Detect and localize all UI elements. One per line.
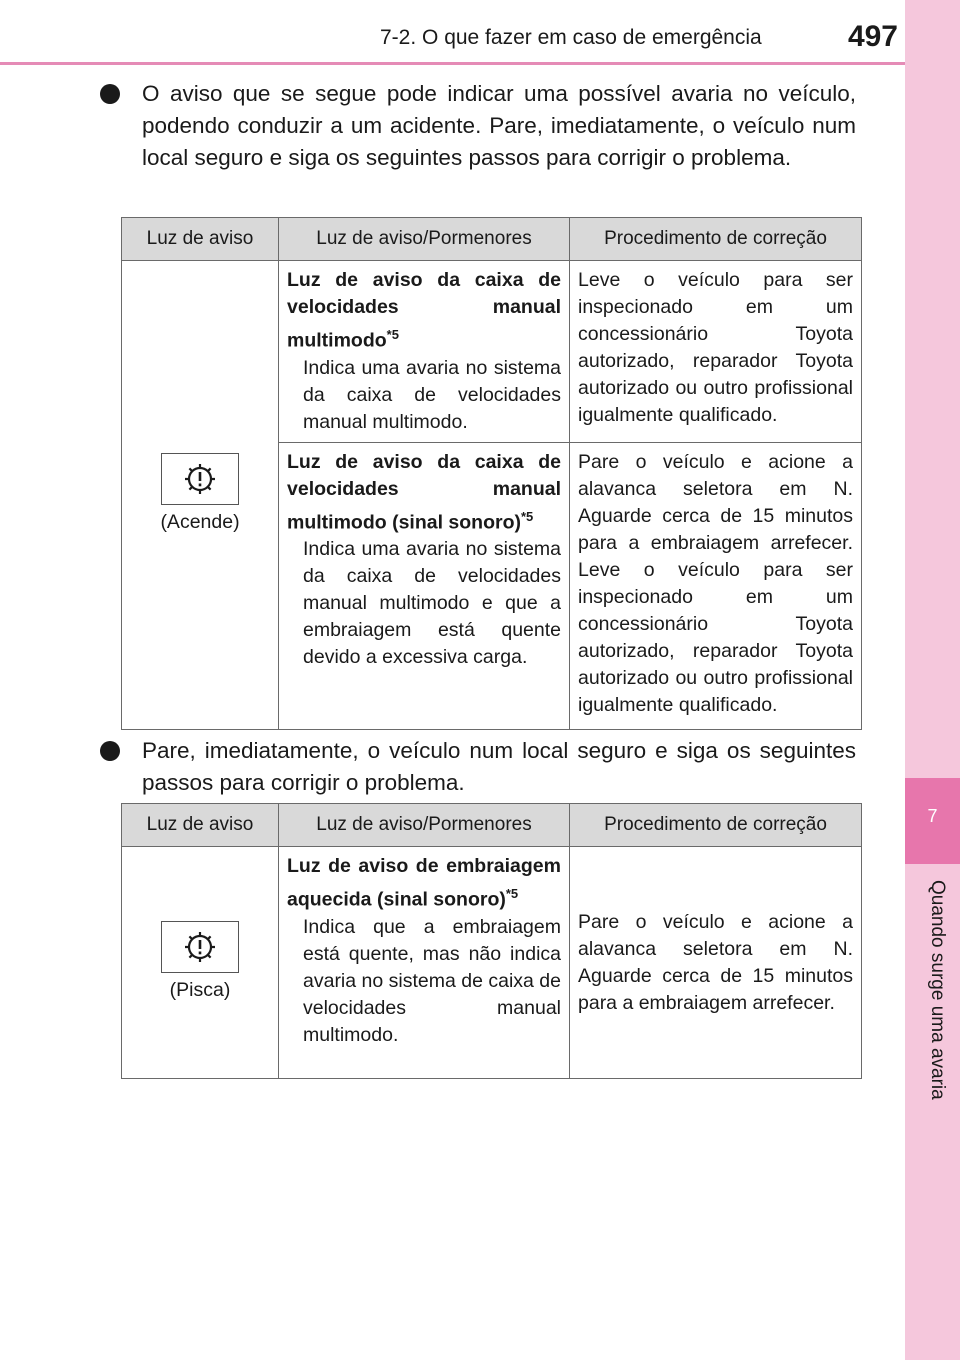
procedure-cell: Leve o veículo para ser inspecionado em um concessionário Toyota autorizado, reparador Toyota autorizado ou outro profissional igualmente qualificado.	[570, 261, 862, 443]
warning-description: Indica uma avaria no sistema da caixa de velocidades manual multimodo e que a embraiagem está quente devido a excessiva carga.	[303, 538, 561, 668]
table-row	[122, 847, 862, 1079]
table-row	[122, 261, 862, 443]
intro-paragraph-2	[100, 735, 856, 799]
intro-text-2: Pare, imediatamente, o veículo num local seguro e siga os seguintes passos para corrigir o problema.	[142, 738, 856, 795]
warning-title	[287, 449, 561, 537]
bullet-icon	[100, 741, 120, 761]
header-section-title: 7-2. O que fazer em caso de emergência	[380, 26, 762, 49]
light-state-label: (Pisca)	[169, 979, 231, 1001]
page-number: 497	[847, 20, 898, 53]
warning-table-1	[121, 217, 862, 730]
header-details: Luz de aviso/Pormenores	[279, 804, 570, 847]
warning-description: Indica que a embraiagem está quente, mas não indica avaria no sistema de caixa de velocidades manual multimodo.	[303, 915, 561, 1046]
warning-title-text: Luz de aviso da caixa de velocidades manual multimodo	[287, 269, 561, 352]
light-state-label: (Acende)	[160, 511, 240, 534]
side-tab-strip	[905, 0, 960, 1360]
warning-title	[287, 853, 561, 914]
warning-light-cell	[122, 847, 279, 1079]
header-warning-light: Luz de aviso	[122, 218, 279, 261]
footnote-ref: *5	[505, 886, 519, 901]
details-cell	[279, 847, 570, 1079]
gear-warning-icon	[161, 453, 239, 505]
gear-warning-icon	[161, 921, 239, 973]
warning-title-text: Luz de aviso de embraiagem aquecida (sinal sonoro)	[287, 855, 561, 911]
footnote-ref: *5	[386, 327, 399, 342]
header-procedure: Procedimento de correção	[570, 804, 862, 847]
intro-text-1: O aviso que se segue pode indicar uma possível avaria no veículo, podendo conduzir a um acidente. Pare, imediatamente, o veículo num local seguro e siga os seguintes passos para corrigir o problema.	[142, 81, 856, 170]
chapter-number: 7	[927, 806, 938, 826]
footnote-ref: *5	[521, 508, 534, 524]
details-cell	[279, 442, 570, 729]
header-warning-light: Luz de aviso	[122, 804, 279, 847]
details-cell	[279, 261, 570, 443]
chapter-title: Quando surge uma avaria	[927, 880, 948, 1100]
warning-table-2	[121, 803, 862, 1079]
bullet-icon	[100, 84, 120, 104]
warning-title	[287, 267, 561, 355]
header-details: Luz de aviso/Pormenores	[279, 218, 570, 261]
warning-description: Indica uma avaria no sistema da caixa de velocidades manual multimodo.	[303, 356, 561, 433]
header-rule	[0, 62, 905, 65]
warning-light-cell	[122, 261, 279, 730]
intro-paragraph-1	[100, 78, 856, 174]
procedure-cell: Pare o veículo e acione a alavanca seletora em N. Aguarde cerca de 15 minutos para a embraiagem arrefecer.	[570, 847, 862, 1079]
procedure-cell: Pare o veículo e acione a alavanca seletora em N. Aguarde cerca de 15 minutos para a embraiagem arrefecer. Leve o veículo para ser inspecionado em um concessionário Toyota autorizado, reparador Toyota autorizado ou outro profissional igualmente qualificado.	[570, 442, 862, 729]
table-header-row	[122, 804, 862, 847]
header-procedure: Procedimento de correção	[570, 218, 862, 261]
table-header-row	[122, 218, 862, 261]
warning-title-text: Luz de aviso da caixa de velocidades manual multimodo (sinal sonoro)	[287, 450, 561, 533]
